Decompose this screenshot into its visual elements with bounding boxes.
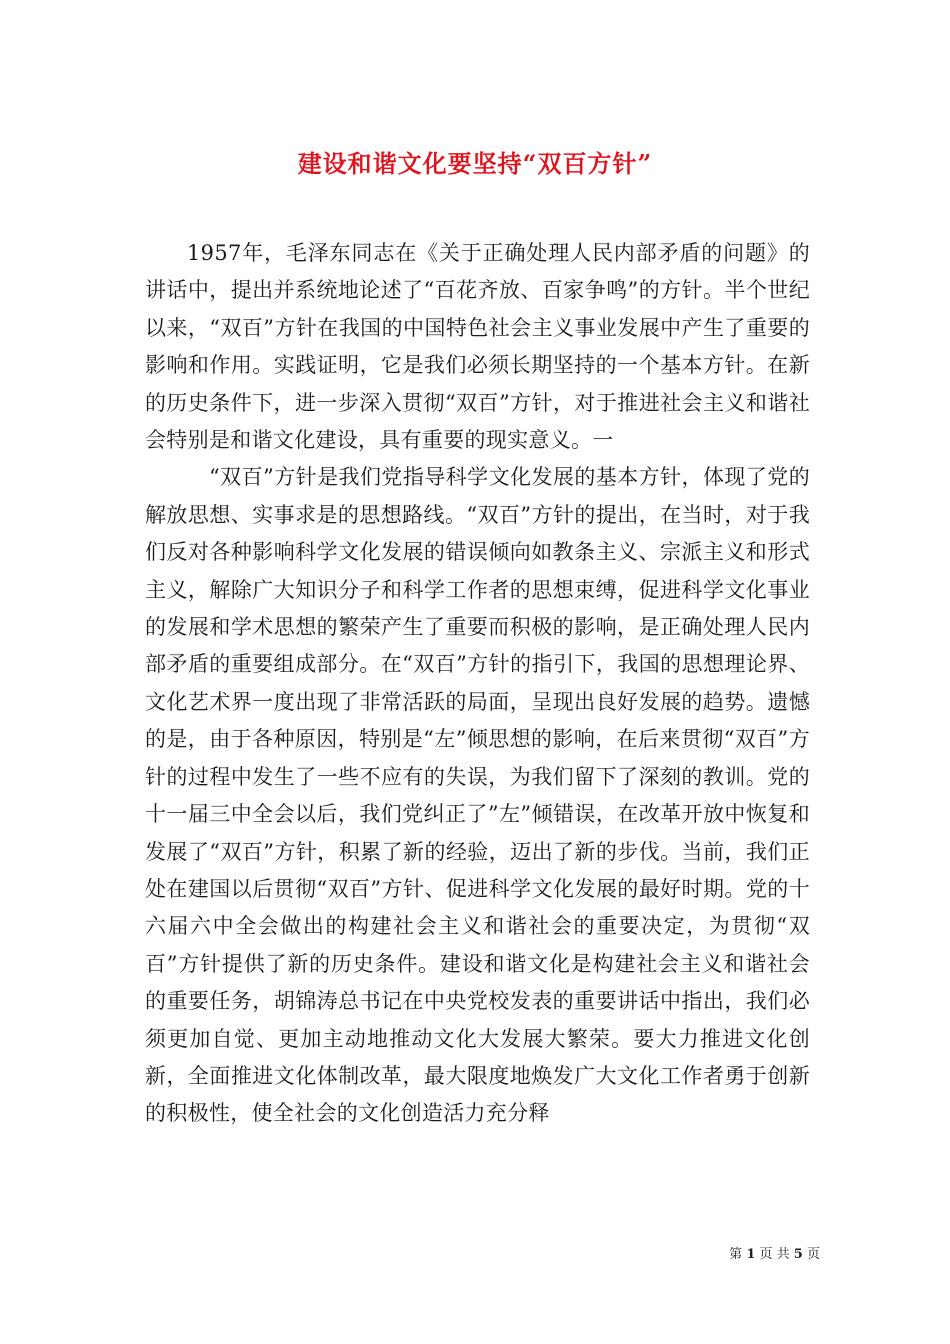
page-footer xyxy=(0,1246,820,1264)
footer-suffix: 页 xyxy=(806,1247,820,1262)
footer-middle: 页 共 xyxy=(759,1247,790,1262)
document-body xyxy=(145,235,810,1133)
footer-prefix: 第 xyxy=(729,1247,743,1262)
document-title: 建设和谐文化要坚持“双百方针” xyxy=(297,149,653,179)
total-pages-number: 5 xyxy=(793,1247,803,1262)
paragraph-1: 1957年，毛泽东同志在《关于正确处理人民内部矛盾的问题》的讲话中，提出并系统地论述了“百花齐放、百家争鸣”的方针。半个世纪以来，“双百”方针在我国的中国特色社会主义事业发展中产生了重要的影响和作用。实践证明，它是我们必须长期坚持的一个基本方针。在新的历史条件下，进一步深入贯彻“双百”方针，对于推进社会主义和谐社会特别是和谐文化建设，具有重要的现实意义。一 xyxy=(145,241,810,453)
paragraph-2: “双百”方针是我们党指导科学文化发展的基本方针，体现了党的解放思想、实事求是的思想路线。“双百”方针的提出，在当时，对于我们反对各种影响科学文化发展的错误倾向如教条主义、宗派主义和形式主义，解除广大知识分子和科学工作者的思想束缚，促进科学文化事业的发展和学术思想的繁荣产生了重要而积极的影响，是正确处理人民内部矛盾的重要组成部分。在“双百”方针的指引下，我国的思想理论界、文化艺术界一度出现了非常活跃的局面，呈现出良好发展的趋势。遗憾的是，由于各种原因，特别是“左”倾思想的影响，在后来贯彻“双百”方针的过程中发生了一些不应有的失误，为我们留下了深刻的教训。党的十一届三中全会以后，我们党纠正了”左”倾错误，在改革开放中恢复和发展了“双百”方针，积累了新的经验，迈出了新的步伐。当前，我们正处在建国以后贯彻“双百”方针、促进科学文化发展的最好时期。党的十六届六中全会做出的构建社会主义和谐社会的重要决定，为贯彻“双百”方针提供了新的历史条件。建设和谐文化是构建社会主义和谐社会的重要任务，胡锦涛总书记在中央党校发表的重要讲话中指出，我们必须更加自觉、更加主动地推动文化大发展大繁荣。要大力推进文化创新，全面推进文化体制改革，最大限度地焕发广大文化工作者勇于创新的积极性，使全社会的文化创造活力充分释 xyxy=(145,465,810,1126)
current-page-number: 1 xyxy=(746,1247,756,1262)
